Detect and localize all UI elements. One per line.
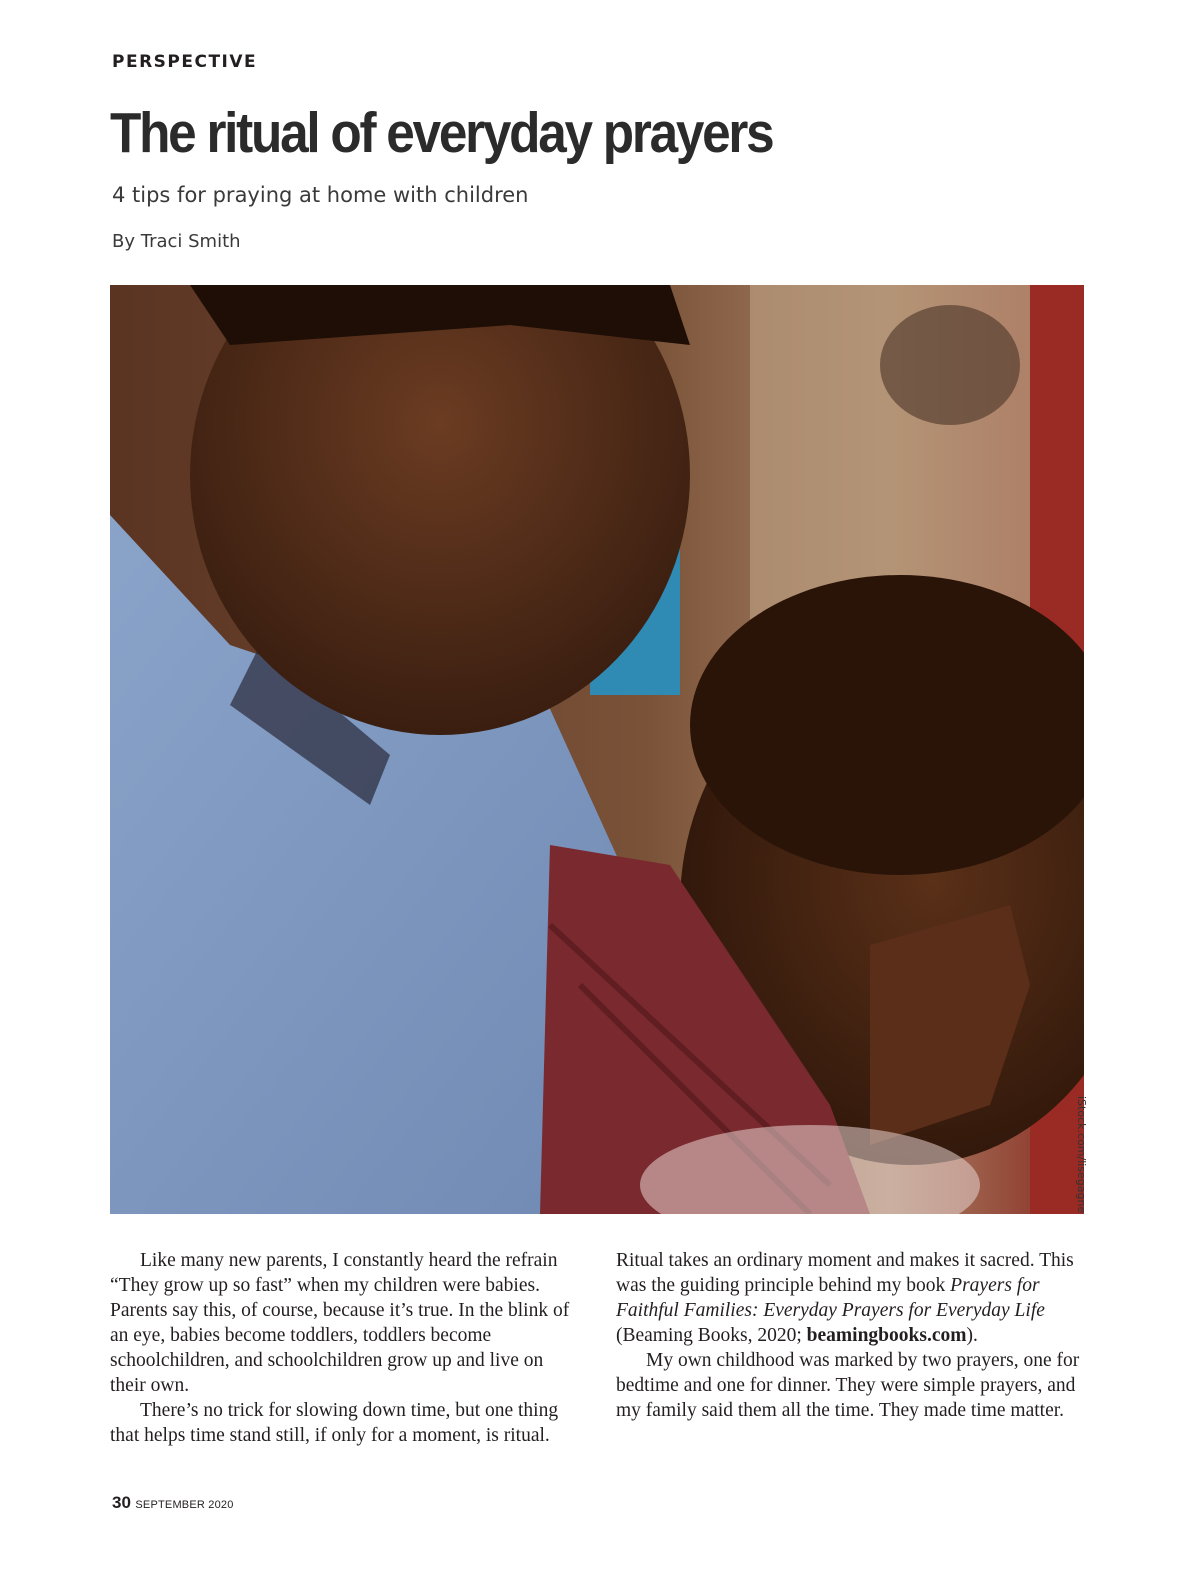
article-column-right xyxy=(616,1248,1086,1423)
photo-credit: iStock.com/lisegagne xyxy=(1075,1096,1088,1214)
paragraph: Ritual takes an ordinary moment and makes it sacred. This was the guiding principle behind my book Prayers for Faithful Families: Everyday Prayers for Everyday Life (Beaming Books, 2020; beamingbooks.com). xyxy=(616,1250,1074,1346)
section-label: PERSPECTIVE xyxy=(112,52,258,72)
article-column-left xyxy=(110,1248,580,1448)
article-subtitle: 4 tips for praying at home with children xyxy=(112,183,529,207)
website-link[interactable]: beamingbooks.com xyxy=(806,1325,967,1346)
paragraph: Like many new parents, I constantly heard the refrain “They grow up so fast” when my children were babies. Parents say this, of course, because it’s true. In the blink of an eye, babies become toddlers, toddlers become schoolchildren, and schoolchildren grow up and live on their own. xyxy=(110,1250,570,1396)
byline: By Traci Smith xyxy=(112,231,241,252)
issue-date: SEPTEMBER 2020 xyxy=(135,1499,234,1511)
page-footer xyxy=(112,1493,234,1513)
paragraph: There’s no trick for slowing down time, but one thing that helps time stand still, if only for a moment, is ritual. xyxy=(110,1400,559,1446)
book-title: Prayers for Faithful Families: Everyday Prayers for Everyday Life xyxy=(616,1275,1045,1321)
page-number: 30 xyxy=(112,1493,131,1512)
paragraph: My own childhood was marked by two prayers, one for bedtime and one for dinner. They were simple prayers, and my family said them all the time. They made time matter. xyxy=(616,1350,1080,1421)
hero-photo xyxy=(110,285,1084,1214)
article-title: The ritual of everyday prayers xyxy=(110,101,773,165)
